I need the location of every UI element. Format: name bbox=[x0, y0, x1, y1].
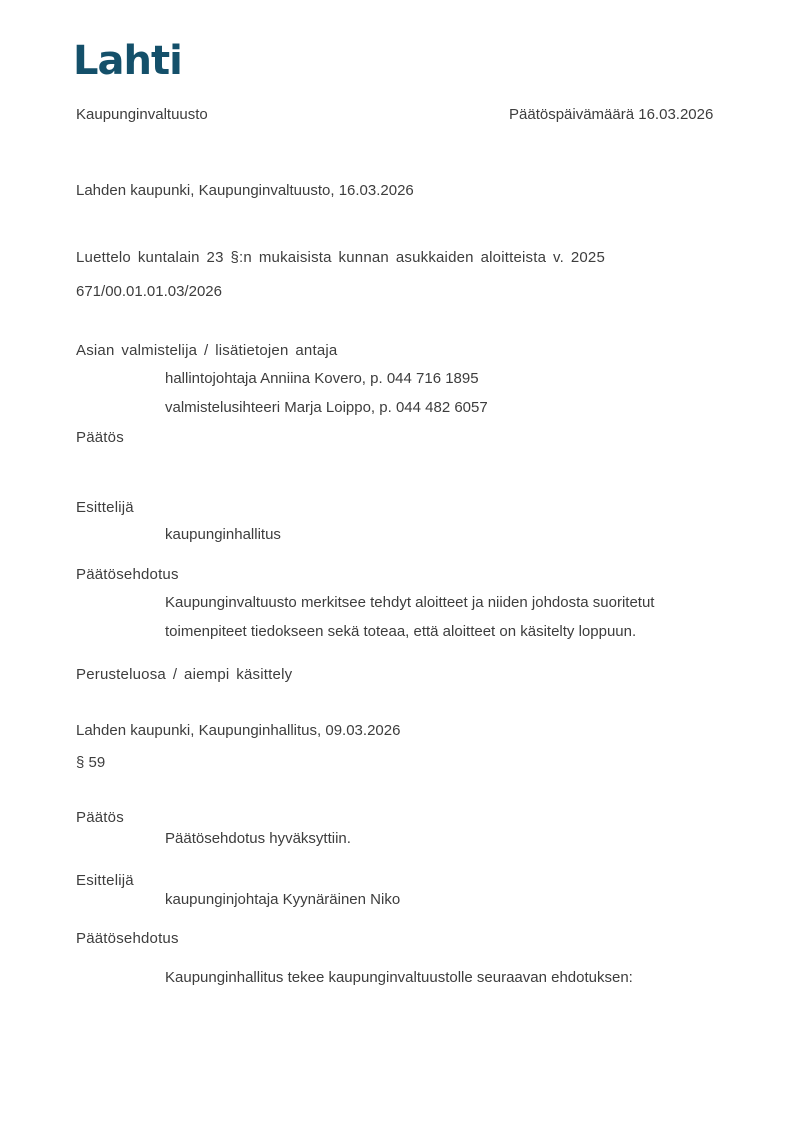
header-organ: Kaupunginvaltuusto bbox=[76, 106, 208, 123]
board-proposal-text: Kaupunginhallitus tekee kaupunginvaltuustolle seuraavan ehdotuksen: bbox=[165, 969, 633, 986]
meeting-source-line: Lahden kaupunki, Kaupunginvaltuusto, 16.03.2026 bbox=[76, 182, 414, 199]
preparer-contact-1: hallintojohtaja Anniina Kovero, p. 044 716 1895 bbox=[165, 370, 479, 387]
council-presenter-heading: Esittelijä bbox=[76, 499, 134, 516]
rationale-heading: Perusteluosa / aiempi käsittely bbox=[76, 666, 293, 683]
preparer-heading: Asian valmistelija / lisätietojen antaja bbox=[76, 342, 338, 359]
board-decision-heading: Päätös bbox=[76, 809, 124, 826]
board-presenter-value: kaupunginjohtaja Kyynäräinen Niko bbox=[165, 891, 401, 908]
board-presenter-heading: Esittelijä bbox=[76, 872, 134, 889]
board-decision-text: Päätösehdotus hyväksyttiin. bbox=[165, 830, 351, 847]
lahti-logo: Lahti bbox=[73, 38, 182, 84]
board-meeting-source-line: Lahden kaupunki, Kaupunginhallitus, 09.03.2026 bbox=[76, 722, 401, 739]
council-presenter-value: kaupunginhallitus bbox=[165, 526, 281, 543]
council-decision-heading: Päätös bbox=[76, 429, 124, 446]
board-section-number: § 59 bbox=[76, 754, 106, 771]
council-proposal-line-2: toimenpiteet tiedokseen sekä toteaa, että aloitteet on käsitelty loppuun. bbox=[165, 623, 637, 640]
diary-number: 671/00.01.01.03/2026 bbox=[76, 283, 222, 300]
board-proposal-heading: Päätösehdotus bbox=[76, 930, 179, 947]
preparer-contact-2: valmistelusihteeri Marja Loippo, p. 044 482 6057 bbox=[165, 399, 488, 416]
case-title: Luettelo kuntalain 23 §:n mukaisista kunnan asukkaiden aloitteista v. 2025 bbox=[76, 249, 606, 266]
header-decision-date: Päätöspäivämäärä 16.03.2026 bbox=[509, 106, 714, 123]
council-proposal-line-1: Kaupunginvaltuusto merkitsee tehdyt aloitteet ja niiden johdosta suoritetut bbox=[165, 594, 655, 611]
council-proposal-heading: Päätösehdotus bbox=[76, 566, 179, 583]
